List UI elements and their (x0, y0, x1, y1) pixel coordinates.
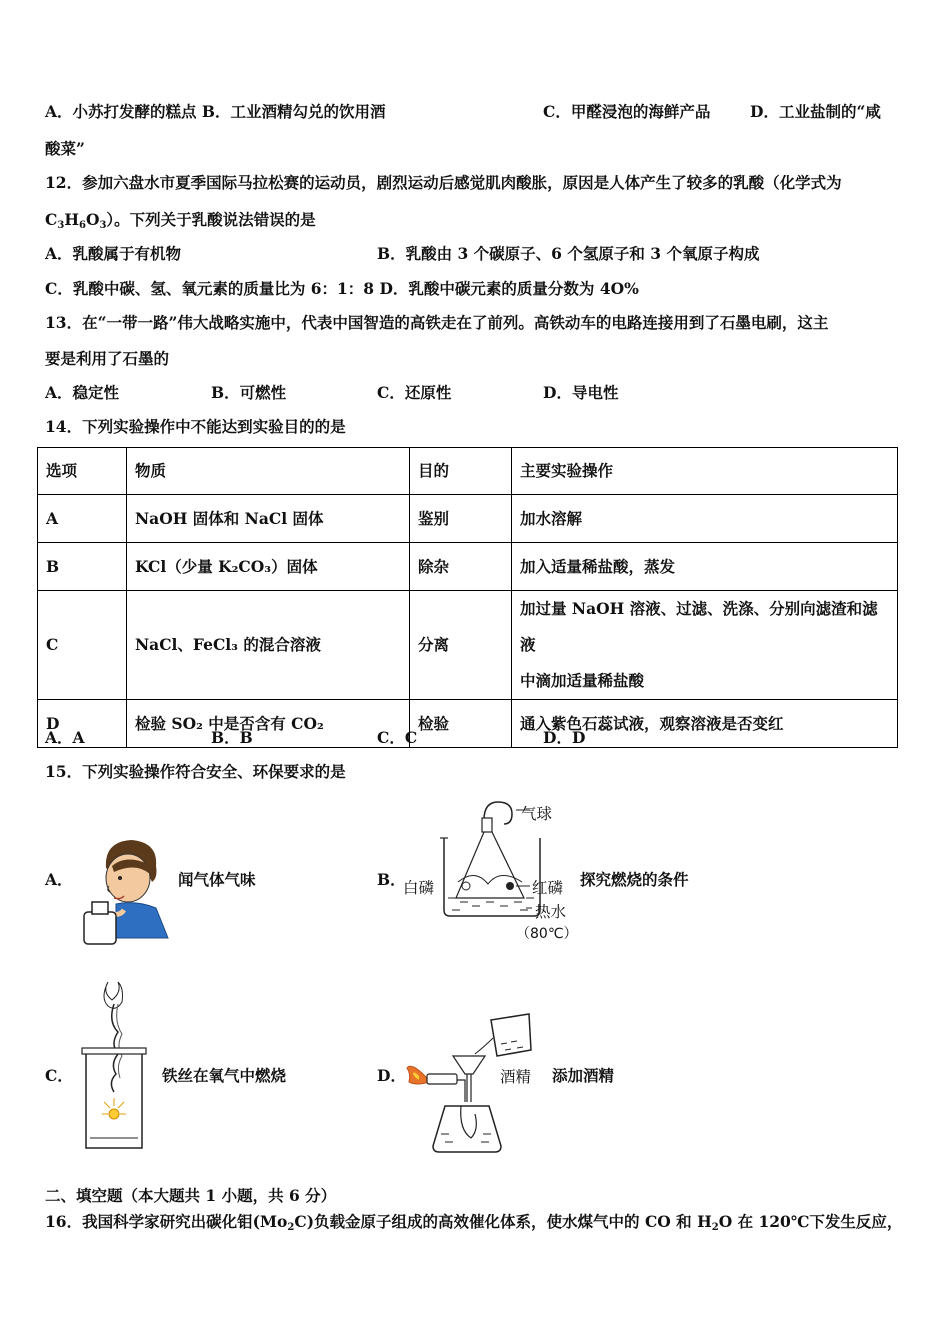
q12-stem-line1: 12．参加六盘水市夏季国际马拉松赛的运动员，剧烈运动后感觉肌肉酸胀，原因是人体产生了较多的乳酸（化学式为 (45, 173, 842, 192)
header-option: 选项 (38, 448, 127, 495)
q15-option-a-letter: A． (45, 870, 73, 889)
row-c-operation-line1: 加过量 NaOH 溶液、过滤、洗涤、分别向滤渣和滤液 (520, 599, 878, 654)
row-a-purpose: 鉴别 (410, 495, 512, 543)
q11-option-d-cont: 酸菜” (45, 139, 85, 158)
row-c-option: C (38, 591, 127, 700)
row-c-substance: NaCl、FeCl₃ 的混合溶液 (127, 591, 410, 700)
header-purpose: 目的 (410, 448, 512, 495)
q12-option-cd: C．乳酸中碳、氢、氧元素的质量比为 6：1：8 D．乳酸中碳元素的质量分数为 4O% (45, 279, 639, 298)
q12-option-b: B．乳酸由 3 个碳原子、6 个氢原子和 3 个氧原子构成 (377, 244, 760, 263)
row-c-purpose: 分离 (410, 591, 512, 700)
temperature-label: （80℃） (516, 926, 578, 942)
table-header-row (38, 448, 898, 495)
q15-option-b-text: 探究燃烧的条件 (580, 870, 689, 889)
q15-option-c-letter: C． (45, 1066, 73, 1085)
q12-stem-line2: $C_3H_6O_3$）。下列关于乳酸说法错误的是 (45, 210, 316, 231)
row-b-operation: 加入适量稀盐酸，蒸发 (512, 543, 898, 591)
boy-smelling-bottle-illustration (76, 838, 172, 946)
row-a-option: A (38, 495, 127, 543)
table-row (38, 495, 898, 543)
q14-answer-c: C．C (377, 728, 418, 747)
q13-option-d: D．导电性 (543, 383, 619, 402)
white-phosphorus-label: 白磷 (403, 879, 435, 897)
q15-stem: 15．下列实验操作符合安全、环保要求的是 (45, 762, 346, 781)
row-a-operation: 加水溶解 (512, 495, 898, 543)
q15-option-c-text: 铁丝在氧气中燃烧 (162, 1066, 287, 1085)
q14-answer-a: A．A (45, 728, 85, 747)
table-row (38, 543, 898, 591)
q13-stem-line2: 要是利用了石墨的 (45, 349, 170, 368)
header-operation: 主要实验操作 (512, 448, 898, 495)
q14-answer-b: B．B (211, 728, 253, 747)
q12-option-a: A．乳酸属于有机物 (45, 244, 182, 263)
row-d-purpose: 检验 (410, 700, 512, 748)
row-c-operation-line2: 中滴加适量稀盐酸 (520, 671, 645, 690)
row-d-substance: 检验 SO₂ 中是否含有 CO₂ (127, 700, 410, 748)
row-b-substance: KCl（少量 K₂CO₃）固体 (127, 543, 410, 591)
table-row (38, 700, 898, 748)
q13-option-a: A．稳定性 (45, 383, 120, 402)
red-phosphorus-label: 红磷 (532, 879, 564, 897)
q13-stem-line1: 13．在“一带一路”伟大战略实施中，代表中国智造的高铁走在了前列。高铁动车的电路连接用到了石墨电刷，这主 (45, 313, 829, 332)
row-d-option: D (38, 700, 127, 748)
q15-option-d-letter: D． (377, 1066, 406, 1085)
iron-wire-bottle-illustration (78, 978, 150, 1154)
hot-water-label: 热水 (535, 903, 567, 921)
q15-option-b-letter: B． (377, 870, 406, 889)
row-c-operation (512, 591, 898, 700)
row-b-option: B (38, 543, 127, 591)
q14-answer-d: D．D (543, 728, 586, 747)
q15-option-d-text: 添加酒精 (552, 1066, 615, 1085)
q14-stem: 14．下列实验操作中不能达到实验目的的是 (45, 417, 346, 436)
q13-option-b: B．可燃性 (211, 383, 287, 402)
q16-stem: 16．我国科学家研究出碳化钼$(Mo_2C)$负载金原子组成的高效催化体系，使水煤气中的 CO 和 $H_2O$ 在 120℃下发生反应， (45, 1212, 903, 1233)
balloon-label: 气球 (521, 805, 553, 823)
q11-options-ab: A．小苏打发酵的糕点 B．工业酒精勾兑的饮用酒 (45, 102, 386, 121)
row-a-substance: NaOH 固体和 NaCl 固体 (127, 495, 410, 543)
q15-option-a-text: 闻气体气味 (178, 870, 256, 889)
q11-option-d: D．工业盐制的“咸 (750, 102, 881, 121)
alcohol-label: 酒精 (500, 1068, 532, 1086)
table-row (38, 591, 898, 700)
row-b-purpose: 除杂 (410, 543, 512, 591)
q11-option-c: C．甲醛浸泡的海鲜产品 (543, 102, 711, 121)
header-substance: 物质 (127, 448, 410, 495)
q14-table (37, 447, 898, 748)
row-d-operation: 通入紫色石蕊试液，观察溶液是否变红 (512, 700, 898, 748)
q13-option-c: C．还原性 (377, 383, 452, 402)
section2-title: 二、填空题（本大题共 1 小题，共 6 分） (45, 1186, 337, 1205)
